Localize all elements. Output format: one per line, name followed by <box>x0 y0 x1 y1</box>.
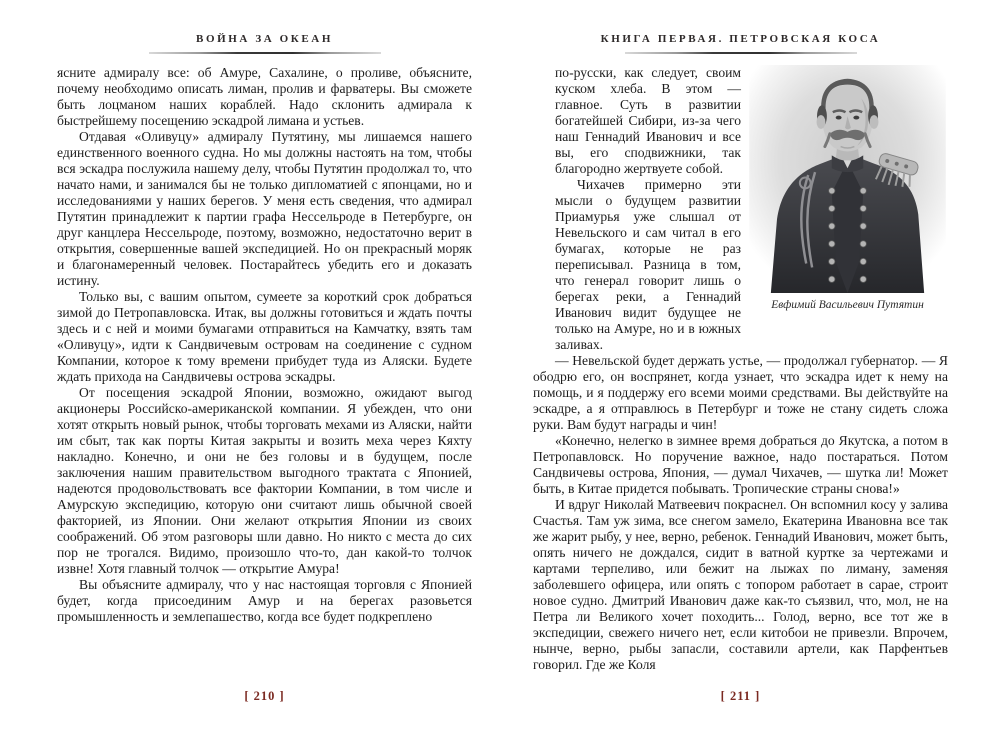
header-rule <box>625 52 857 54</box>
paragraph: по-русски, как следует, своим куском хлеба. В этом — главное. Суть в развитии богатейшей Сибири, из-за чего наш Геннадий Иванович и все вы, его сподвижники, так благородно жертвуете собой. <box>555 65 741 176</box>
page-number-right: [ 211 ] <box>720 689 761 703</box>
right-page <box>533 33 948 703</box>
narrow-text-column <box>555 65 741 353</box>
portrait-figure <box>747 65 948 313</box>
running-head-right: КНИГА ПЕРВАЯ. ПЕТРОВСКАЯ КОСА <box>600 33 881 45</box>
page-number-left: [ 210 ] <box>244 689 285 703</box>
paragraph: Отдавая «Оливуцу» адмиралу Путятину, мы лишаемся нашего единственного военного судна. Но мы должны настоять на том, чтобы вся эскадра послужила нашему делу, чтобы Путятин продолжал то, что начато нами, и занимался бы не только дипломатией с японцами, но и исследованиями у наших берегов. У меня есть сведения, что адмирал Путятин принадлежит к партии графа Нессельроде в Петербурге, он друг канцлера Нессельроде, поэтому, возможно, недостаточно верит в открытия, совершенные вашей экспедицией. Но он прекрасный моряк и благонамеренный человек. Постарайтесь убедить его и доказать истину. <box>57 129 472 288</box>
left-page-text <box>57 65 472 625</box>
header-rule <box>149 52 381 54</box>
paragraph: «Конечно, нелегко в зимнее время добраться до Якутска, а потом в Петропавловск. Но поручение важное, надо постараться. Потом Сандвичевы острова, Япония, — думал Чихачев, — шутка ли! Может быть, в Китае придется побывать. Тропические страны снова!» <box>533 433 948 496</box>
paragraph: ясните адмиралу все: об Амуре, Сахалине, о проливе, объясните, почему необходимо описать лиман, пролив и фарватеры. Вы сможете быть лоцманом наших кораблей. Надо склонить адмирала к быстрейшему посещению эскадрой лимана и устьев. <box>57 65 472 128</box>
right-page-text <box>533 65 948 673</box>
text-and-portrait-row <box>533 65 948 353</box>
paragraph: — Невельской будет держать устье, — продолжал губернатор. — Я ободрю его, он воспрянет, когда узнает, что эскадра идет к нему на помощь, и я поддержу его всеми моими средствами. Вы действуйте на эскадре, а я отправлюсь в Петербург и тоже не стану сидеть сложа руки. Вам будут награды и чин! <box>533 353 948 432</box>
paragraph: Чихачев примерно эти мысли о будущем развитии Приамурья уже слышал от Невельского и сам читал в его бумагах, которые не раз переписывал. Разница в том, что генерал говорит лишь о берегах реки, а Геннадий Иванович видит будущее не только на Амуре, но и в южных заливах. <box>555 177 741 352</box>
left-page <box>57 33 472 703</box>
running-head-left: ВОЙНА ЗА ОКЕАН <box>196 33 333 45</box>
paragraph: Вы объясните адмиралу, что у нас настоящая торговля с Японией будет, когда присоединим Амур и на берегах разовьется промышленность и землепашество, когда все будет подкреплено <box>57 577 472 624</box>
paragraph: От посещения эскадрой Японии, возможно, ожидают выгод акционеры Российско-американской компании. Я убежден, что они хотят открыть новый рынок, чтобы торговать мехами из Аляски, найти им сбыт, так как порты Китая закрыты и возить меха через Кяхту накладно. Конечно, и они не без головы и в будущем, после заключения нашим правительством выгодного трактата с Японией, надеются продовольствовать все фактории Компании, в том числе и Амурскую экспедицию, которую они считают лишь обычной своей факторией, из Японии. Они желают открытия Японии из своих соображений. Об этом разговоры шли давно. Но никто с места до сих пор не трогался. Видимо, произошло что-то, дан какой-то толчок извне! Хотя главный толчок — открытие Амура! <box>57 385 472 576</box>
putyatin-portrait-engraving <box>747 65 948 293</box>
paragraph: Только вы, с вашим опытом, сумеете за короткий срок добраться зимой до Петропавловска. Итак, вы должны готовиться и ждать почты здесь и с ней и моими бумагами отправиться на Камчатку, взять там «Оливуцу», идти к Сандвичевым островам на соединение с судном Компании, которое к тому времени прибудет туда из Аляски. Будете ждать прихода на Сандвичевы острова эскадры. <box>57 289 472 384</box>
portrait-caption: Евфимий Васильевич Путятин <box>771 299 924 311</box>
right-page-full-text <box>533 353 948 673</box>
paragraph: И вдруг Николай Матвеевич покраснел. Он вспомнил косу у залива Счастья. Там уж зима, все снегом замело, Екатерина Ивановна все так же жарит рыбу, у нее, верно, ребенок. Геннадий Иванович, может быть, опять ничего не дождался, сидит в ватной куртке за чертежами и картами терпеливо, или бежит на лыжах по лиману, заменяя заболевшего офицера, или опять с топором работает в сарае, строит новое судно. Дмитрий Иванович даже как-то съязвил, что, мол, не на Петра ли Великого хочет походить... Голод, верно, все тот же в экспедиции, свежего ничего нет, если китобои не привезли. Впрочем, нынче, верно, рыбы запасли, составили артели, как Парфентьев говорил. Где же Коля <box>533 497 948 672</box>
